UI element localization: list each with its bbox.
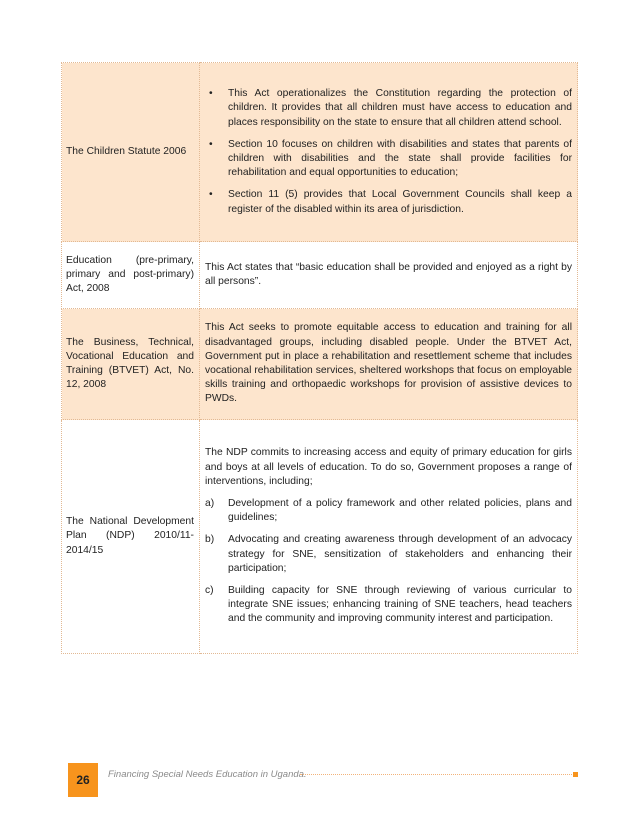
law-name-cell xyxy=(62,309,200,420)
table-row xyxy=(62,63,578,242)
description-cell xyxy=(200,242,578,309)
list-item xyxy=(205,87,572,130)
list-item-text: Section 10 focuses on children with disabilities and states that parents of children with disabilities and the state shall provide facilities for rehabilitation and equal opportunities to education; xyxy=(228,138,572,179)
law-name: Education (pre-primary, primary and post-primary) Act, 2008 xyxy=(66,254,194,295)
description-text: This Act states that “basic education shall be provided and enjoyed as a right by all persons”. xyxy=(205,261,572,287)
table-row xyxy=(62,420,578,654)
description-text: The NDP commits to increasing access and equity of primary education for girls and boys at all levels of education. To do so, Government proposes a range of interventions, including; xyxy=(205,447,572,487)
page-number: 26 xyxy=(68,763,98,797)
law-name: The National Development Plan (NDP) 2010/11-2014/15 xyxy=(66,516,194,556)
legislation-table xyxy=(61,62,578,654)
law-name-cell xyxy=(62,242,200,309)
description-cell xyxy=(200,63,578,242)
law-name-cell xyxy=(62,420,200,654)
table-row xyxy=(62,242,578,309)
description-cell xyxy=(200,309,578,420)
list-marker: b) xyxy=(205,534,215,546)
footer-square-icon xyxy=(573,772,578,777)
bullet-icon: • xyxy=(209,88,213,100)
list-item xyxy=(205,497,572,525)
list-item xyxy=(205,138,572,181)
list-marker: a) xyxy=(205,497,215,509)
list-item-text: Section 11 (5) provides that Local Government Councils shall keep a register of the disabled within its area of jurisdiction. xyxy=(228,189,572,215)
lettered-list xyxy=(205,497,572,627)
page-footer xyxy=(64,763,580,797)
list-item xyxy=(205,188,572,216)
footer-title: Financing Special Needs Education in Uganda. xyxy=(108,769,307,780)
description-text: This Act seeks to promote equitable access to education and training for all disadvantaged groups, including disabled people. Under the BTVET Act, Government put in place a rehabilitation and resettlement scheme that includes vocational rehabilitation services, sheltered workshops that focus on employable skills training and orthopaedic workshops for provision of assistive devices to PWDs. xyxy=(205,322,572,405)
law-name: The Business, Technical, Vocational Education and Training (BTVET) Act, No. 12, 2008 xyxy=(66,336,194,391)
list-item-text: Advocating and creating awareness through development of an advocacy strategy for SNE, sensitization of stakeholders and enhancing their participation; xyxy=(228,534,572,574)
table-row xyxy=(62,309,578,420)
law-name-cell xyxy=(62,63,200,242)
description-cell xyxy=(200,420,578,654)
list-item xyxy=(205,584,572,627)
list-item xyxy=(205,533,572,576)
footer-divider xyxy=(300,774,576,775)
bullet-list xyxy=(205,87,572,217)
list-item-text: Building capacity for SNE through reviewing of various curricular to integrate SNE issues; enhancing training of SNE teachers, head teachers and the community and improving community interest and participation. xyxy=(228,585,572,625)
bullet-icon: • xyxy=(209,189,213,201)
list-marker: c) xyxy=(205,585,214,596)
list-item-text: This Act operationalizes the Constitution regarding the protection of children. It provides that all children must have access to education and places responsibility on the state to ensure that all children attend school. xyxy=(228,88,572,128)
law-name: The Children Statute 2006 xyxy=(66,145,187,157)
list-item-text: Development of a policy framework and other related policies, plans and guidelines; xyxy=(228,497,572,524)
bullet-icon: • xyxy=(209,138,213,150)
